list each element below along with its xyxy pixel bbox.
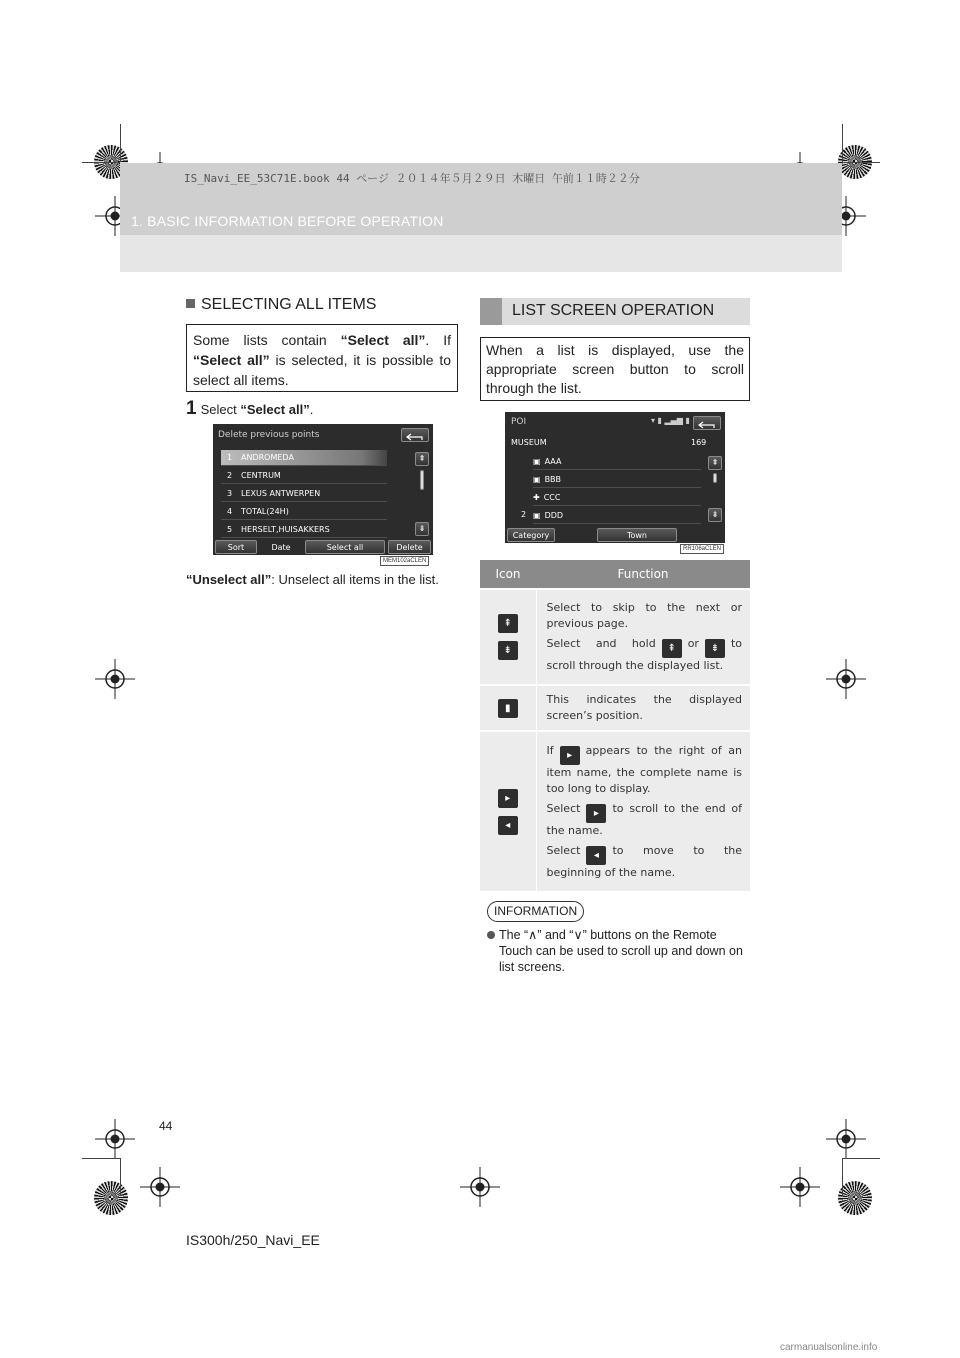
crosshair-icon xyxy=(826,1119,866,1159)
step-number: 1 xyxy=(186,398,197,419)
icon-cell xyxy=(480,685,536,731)
crop-line xyxy=(842,162,880,163)
side-number: 2 xyxy=(521,510,527,519)
heading-marker xyxy=(480,298,502,325)
crosshair-icon xyxy=(140,1167,180,1207)
step-text: . xyxy=(309,402,314,417)
unselect-all-note xyxy=(186,572,439,587)
function-text-part: Select xyxy=(546,801,581,815)
list-item[interactable] xyxy=(221,450,387,466)
list-item[interactable] xyxy=(533,490,701,506)
information-text xyxy=(487,927,747,975)
unselect-bold: “Unselect all” xyxy=(186,572,272,587)
item-label: TOTAL(24H) xyxy=(241,507,289,516)
back-button[interactable] xyxy=(693,416,721,430)
scroll-position-bar xyxy=(420,470,424,490)
table-header-row xyxy=(480,560,750,589)
poi-icon: ▣ xyxy=(533,457,541,466)
crop-line xyxy=(82,1158,120,1159)
information-body: The “∧” and “∨” buttons on the Remote Touch can be used to scroll up and down on list screens. xyxy=(499,928,743,974)
step-bold: “Select all” xyxy=(240,402,310,417)
item-label: BBB xyxy=(544,475,562,484)
crosshair-icon xyxy=(826,659,866,699)
note-text: is selected, it is possible to select all items. xyxy=(193,352,451,388)
step-1 xyxy=(186,398,313,420)
item-number: 2 xyxy=(227,471,233,480)
item-number: 5 xyxy=(227,525,233,534)
sort-button[interactable]: Sort xyxy=(215,540,257,554)
function-cell xyxy=(536,589,750,685)
category-button[interactable]: Category xyxy=(507,528,555,542)
poi-icon: ✚ xyxy=(533,493,540,502)
icon-cell xyxy=(480,731,536,891)
list-screen-operation-heading xyxy=(480,298,750,325)
function-text-part: to move to the beginning of the name. xyxy=(546,843,742,879)
list-item[interactable] xyxy=(533,508,701,524)
item-label: DDD xyxy=(544,511,564,520)
delete-button[interactable]: Delete xyxy=(388,540,431,554)
scroll-name-right-icon: ▸ xyxy=(586,804,606,823)
scroll-bar-icon: ▮ xyxy=(498,699,518,718)
icon-function-table xyxy=(480,560,750,891)
crop-line xyxy=(842,1158,843,1196)
note-text: . If xyxy=(425,332,451,348)
table-row xyxy=(480,731,750,891)
scroll-position-bar xyxy=(713,473,717,483)
section-title: 1. BASIC INFORMATION BEFORE OPERATION xyxy=(131,213,444,229)
screenshot-poi-list xyxy=(505,412,725,543)
list-item[interactable] xyxy=(221,504,387,520)
item-label: ANDROMEDA xyxy=(241,453,294,462)
function-text-part: or xyxy=(687,637,699,650)
unselect-text: : Unselect all items in the list. xyxy=(271,572,439,587)
item-number: 3 xyxy=(227,489,233,498)
poi-icon: ▣ xyxy=(533,475,541,484)
crosshair-icon xyxy=(780,1167,820,1207)
icon-column-header: Icon xyxy=(480,560,536,589)
item-label: HERSELT,HUISAKKERS xyxy=(241,525,330,534)
note-bold: “Select all” xyxy=(193,352,270,368)
item-label: LEXUS ANTWERPEN xyxy=(241,489,321,498)
museum-header: MUSEUM xyxy=(511,438,547,447)
icon-cell xyxy=(480,589,536,685)
image-code-tag: MEM102aCLEN xyxy=(380,556,429,566)
crosshair-icon xyxy=(460,1167,500,1207)
status-icons: ▾ ▮ ▂▄▆ ▮ xyxy=(651,416,690,425)
function-text xyxy=(547,743,743,797)
function-text-part: Select and hold xyxy=(546,637,656,650)
step-text: Select xyxy=(200,402,241,417)
list-item[interactable] xyxy=(221,468,387,484)
page-down-icon: ⇟ xyxy=(705,639,725,658)
item-label: AAA xyxy=(544,457,562,466)
poi-icon: ▣ xyxy=(533,511,541,520)
crosshair-icon xyxy=(95,659,135,699)
registration-disc-icon xyxy=(838,1181,872,1215)
select-all-button[interactable]: Select all xyxy=(305,540,385,554)
footer-model: IS300h/250_Navi_EE xyxy=(186,1232,320,1248)
page-up-icon: ⇞ xyxy=(662,639,682,658)
list-item[interactable] xyxy=(221,486,387,502)
function-text xyxy=(547,843,743,881)
square-bullet-icon xyxy=(186,299,195,308)
crosshair-icon xyxy=(95,1119,135,1159)
function-text xyxy=(547,636,743,674)
scroll-name-left-icon: ◂ xyxy=(586,846,606,865)
information-label: INFORMATION xyxy=(487,901,584,922)
function-text-part: to scroll to the end of the name. xyxy=(546,801,742,837)
screen-title: Delete previous points xyxy=(218,430,320,440)
function-text-part: Select xyxy=(546,843,581,857)
select-all-note-box xyxy=(186,324,458,392)
crop-line xyxy=(120,1158,121,1196)
date-label: Date xyxy=(271,543,291,552)
page-up-button[interactable]: ⇞ xyxy=(415,452,429,466)
function-text xyxy=(547,801,743,839)
crop-line xyxy=(842,1158,880,1159)
screenshot-delete-previous-points xyxy=(213,424,433,555)
subheading-selecting-all xyxy=(186,296,376,314)
town-button[interactable]: Town xyxy=(597,528,677,542)
museum-count: 169 xyxy=(691,438,707,447)
page-down-button[interactable]: ⇟ xyxy=(415,522,429,536)
function-cell xyxy=(536,731,750,891)
item-number: 1 xyxy=(227,453,233,462)
page-number: 44 xyxy=(159,1119,173,1133)
screen-title: POI xyxy=(511,417,527,427)
function-text: Select to skip to the next or previous page. xyxy=(546,601,742,630)
list-item[interactable] xyxy=(533,454,701,470)
item-number: 4 xyxy=(227,507,233,516)
function-column-header: Function xyxy=(536,560,750,589)
note-text: Some lists contain xyxy=(193,332,341,348)
function-cell: This indicates the displayed screen’s position. xyxy=(536,685,750,731)
page-down-icon: ⇟ xyxy=(498,641,518,660)
crop-line xyxy=(842,124,843,162)
table-row xyxy=(480,589,750,685)
subheading-text: SELECTING ALL ITEMS xyxy=(201,296,377,313)
crop-line xyxy=(82,162,120,163)
crop-line xyxy=(120,124,121,162)
heading-text: LIST SCREEN OPERATION xyxy=(512,302,715,319)
item-label: CENTRUM xyxy=(241,471,281,480)
page-up-icon: ⇞ xyxy=(498,614,518,633)
function-text-part: appears to the right of an item name, the complete name is too long to display. xyxy=(546,743,742,795)
page-down-button[interactable]: ⇟ xyxy=(708,508,722,522)
list-item[interactable] xyxy=(221,522,387,538)
list-operation-note-box: When a list is displayed, use the appropriate screen button to scroll through the list. xyxy=(480,337,750,401)
function-text-part: to scroll through the displayed list. xyxy=(546,637,742,672)
scroll-name-right-icon: ▸ xyxy=(498,789,518,808)
list-item[interactable] xyxy=(533,472,701,488)
book-stamp: IS_Navi_EE_53C71E.book 44 ページ ２０１４年５月２９日 木曜日 午前１１時２２分 xyxy=(184,172,640,185)
watermark: carmanualsonline.info xyxy=(780,1342,878,1353)
back-button[interactable] xyxy=(401,428,429,442)
function-text-part: If xyxy=(546,743,554,757)
page-up-button[interactable]: ⇞ xyxy=(708,456,722,470)
scroll-name-right-icon: ▸ xyxy=(560,746,580,765)
registration-disc-icon xyxy=(94,1181,128,1215)
image-code-tag: RR106aCLEN xyxy=(680,544,724,554)
note-bold: “Select all” xyxy=(340,332,426,348)
scroll-name-left-icon: ◂ xyxy=(498,816,518,835)
bullet-icon xyxy=(487,931,495,939)
table-row xyxy=(480,685,750,731)
item-label: CCC xyxy=(543,493,561,502)
